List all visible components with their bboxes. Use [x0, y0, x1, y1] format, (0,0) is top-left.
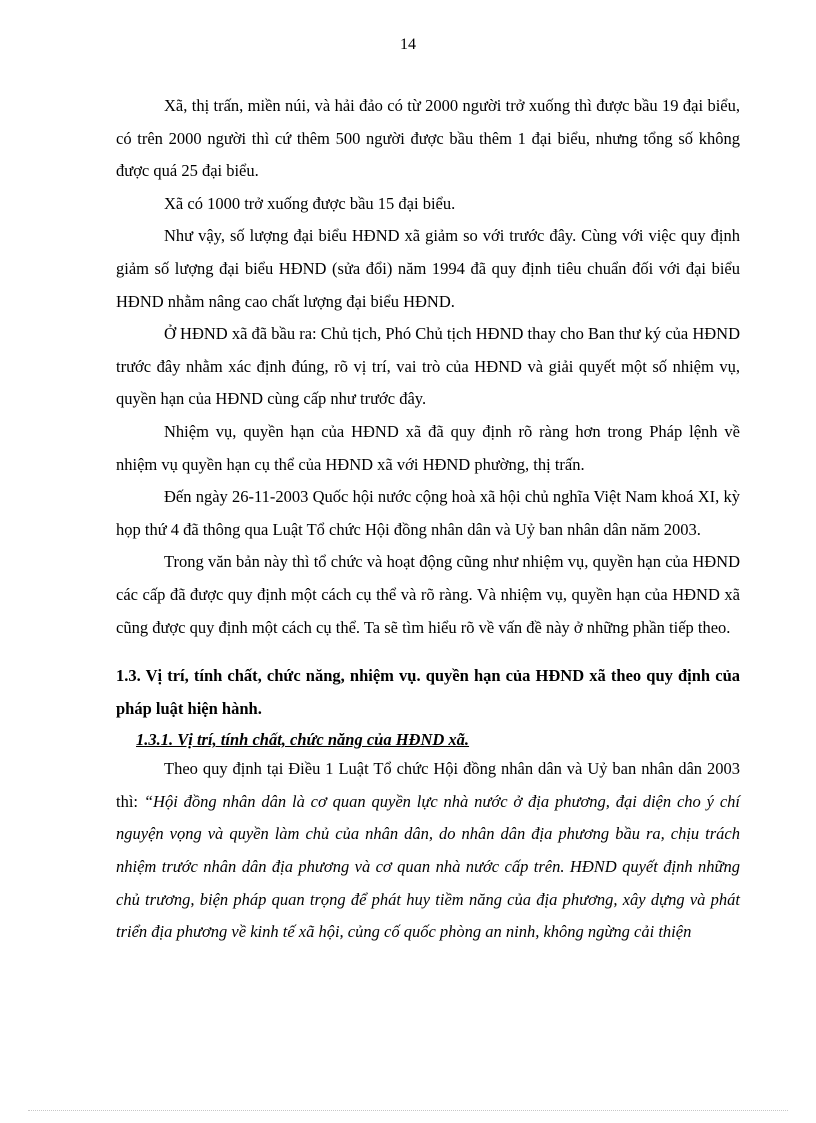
document-body — [116, 90, 740, 949]
subsection-heading: 1.3.1. Vị trí, tính chất, chức năng của HĐND xã. — [136, 730, 470, 750]
paragraph-4: Ở HĐND xã đã bầu ra: Chủ tịch, Phó Chủ tịch HĐND thay cho Ban thư ký của HĐND trước đây nhằm xác định đúng, rõ vị trí, vai trò của HĐND và giải quyết một số nhiệm vụ, quyền hạn của HĐND cùng cấp như trước đây. — [116, 324, 740, 409]
page-number: 14 — [400, 36, 416, 53]
quote-paragraph — [116, 753, 740, 949]
paragraph-2: Xã có 1000 trở xuống được bầu 15 đại biểu. — [164, 193, 456, 213]
paragraph-7: Trong văn bản này thì tổ chức và hoạt động cũng như nhiệm vụ, quyền hạn của HĐND các cấp đã được quy định một cách cụ thể và rõ ràng. Và nhiệm vụ, quyền hạn của HĐND xã cũng được quy định một cách cụ thể. Ta sẽ tìm hiểu rõ về vấn đề này ở những phần tiếp theo. — [116, 552, 740, 637]
paragraph-5: Nhiệm vụ, quyền hạn của HĐND xã đã quy định rõ ràng hơn trong Pháp lệnh về nhiệm vụ quyền hạn cụ thể của HĐND xã với HĐND phường, thị trấn. — [116, 421, 740, 474]
page-bottom-divider — [28, 1110, 788, 1111]
quote-intro: Theo quy định tại Điều 1 Luật Tổ chức Hội đồng nhân dân và Uỷ ban nhân dân 2003 thì: — [116, 759, 740, 811]
paragraph-3: Như vậy, số lượng đại biểu HĐND xã giảm so với trước đây. Cùng với việc quy định giảm số lượng đại biểu HĐND (sửa đổi) năm 1994 đã quy định tiêu chuẩn đối với đại biểu HĐND nhằm nâng cao chất lượng đại biểu HĐND. — [116, 226, 740, 311]
section-heading: 1.3. Vị trí, tính chất, chức năng, nhiệm vụ. quyền hạn của HĐND xã theo quy định của pháp luật hiện hành. — [116, 666, 740, 718]
paragraph-6: Đến ngày 26-11-2003 Quốc hội nước cộng hoà xã hội chủ nghĩa Việt Nam khoá XI, kỳ họp thứ 4 đã thông qua Luật Tổ chức Hội đồng nhân dân và Uỷ ban nhân dân năm 2003. — [116, 487, 740, 539]
law-quote: “Hội đồng nhân dân là cơ quan quyền lực nhà nước ở địa phương, đại diện cho ý chí nguyện vọng và quyền làm chủ của nhân dân, do nhân dân địa phương bầu ra, chịu trách nhiệm trước nhân dân địa phương và cơ quan nhà nước cấp trên. HĐND quyết định những chủ trương, biện pháp quan trọng để phát huy tiềm năng của địa phương, xây dựng và phát triển địa phương về kinh tế xã hội, củng cố quốc phòng an ninh, không ngừng cải thiện — [116, 791, 740, 942]
paragraph-1: Xã, thị trấn, miền núi, và hải đảo có từ 2000 người trở xuống thì được bầu 19 đại biểu, có trên 2000 người thì cứ thêm 500 người được bầu thêm 1 đại biểu, nhưng tổng số không được quá 25 đại biểu. — [116, 96, 740, 181]
